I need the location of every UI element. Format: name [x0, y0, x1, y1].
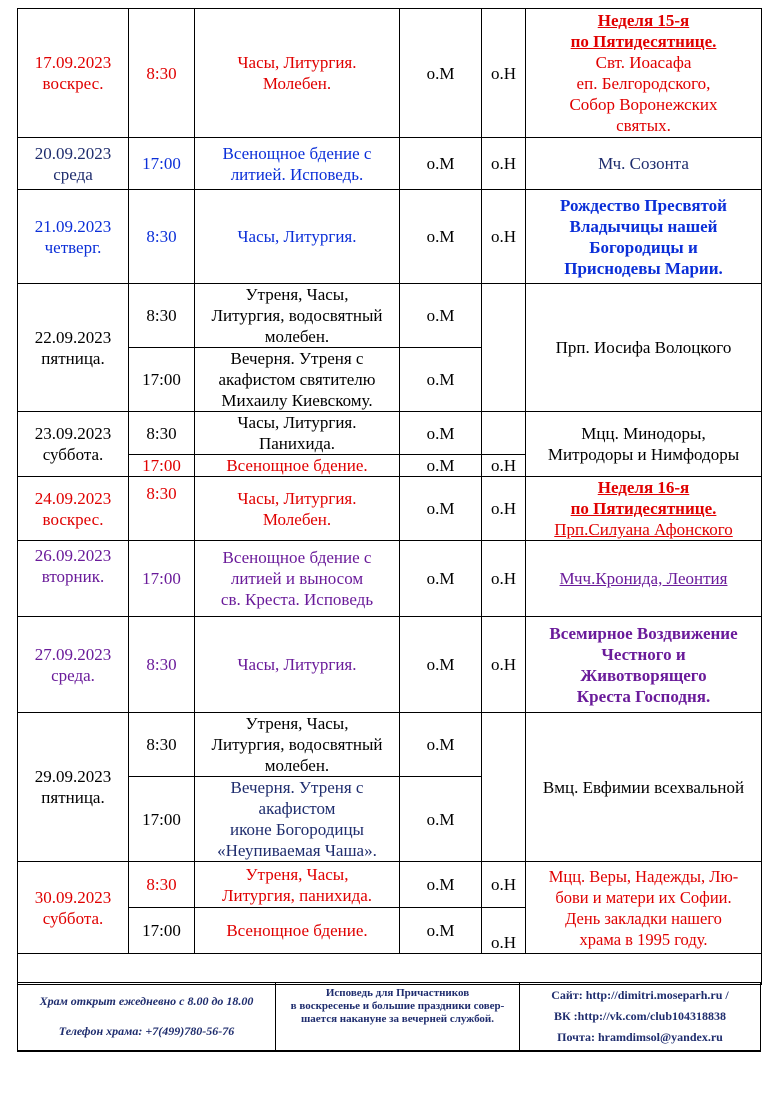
service-cell: Часы, Литургия. [195, 190, 400, 284]
time-cell: 17:00 [129, 348, 195, 412]
confession-title: Исповедь для Причастников [325, 987, 470, 999]
priest-cell: о.М [400, 477, 482, 541]
feast-title: Неделя 15-я по Пятидесятнице. [570, 11, 717, 51]
time-cell: 17:00 [129, 138, 195, 190]
priest-cell: о.М [400, 348, 482, 412]
time-cell: 8:30 [129, 477, 195, 541]
feast-cell: Мч. Созонта [526, 138, 762, 190]
deacon-cell: о.Н [482, 455, 526, 477]
feast-cell: Вмц. Евфимии всехвальной [526, 713, 762, 862]
priest-cell: о.М [400, 617, 482, 713]
deacon-cell: о.Н [482, 9, 526, 138]
priest-cell: о.М [400, 455, 482, 477]
feast-text: Свт. Иоасафа еп. Белгородского, Собор Воронежских святых. [569, 53, 718, 135]
footer-contacts-block [520, 983, 760, 1050]
time-cell: 17:00 [129, 908, 195, 954]
priest-cell: о.М [400, 541, 482, 617]
deacon-cell: о.Н [482, 138, 526, 190]
table-row [18, 9, 762, 138]
time-cell: 8:30 [129, 190, 195, 284]
service-cell: Всенощное бдение. [195, 908, 400, 954]
table-row [18, 284, 762, 348]
phone: Телефон храма: +7(499)780-56-76 [58, 1023, 235, 1038]
priest-cell: о.М [400, 713, 482, 777]
service-cell: Утреня, Часы, Литургия, панихида. [195, 862, 400, 908]
deacon-cell [482, 713, 526, 862]
feast-cell: Рождество Пресвятой Владычицы нашей Богородицы и Приснодевы Марии. [526, 190, 762, 284]
service-cell: Утреня, Часы, Литургия, водосвятный молебен. [195, 713, 400, 777]
footer-confession-block [276, 983, 520, 1050]
email-link[interactable]: Почта: hramdimsol@yandex.ru [557, 1030, 723, 1044]
table-row [18, 412, 762, 455]
service-cell: Вечерня. Утреня с акафистом иконе Богородицы «Неупиваемая Чаша». [195, 777, 400, 862]
date-cell: 23.09.2023 суббота. [18, 412, 129, 477]
service-cell: Часы, Литургия. Молебен. [195, 477, 400, 541]
feast-title: Неделя 16-я по Пятидесятнице. [570, 478, 717, 518]
priest-cell: о.М [400, 9, 482, 138]
time-cell: 8:30 [129, 412, 195, 455]
priest-cell: о.М [400, 138, 482, 190]
time-cell: 17:00 [129, 541, 195, 617]
website-link[interactable]: Сайт: http://dimitri.moseparh.ru / [551, 988, 729, 1002]
feast-cell [526, 9, 762, 138]
table-row [18, 190, 762, 284]
date-cell: 29.09.2023 пятница. [18, 713, 129, 862]
priest-cell: о.М [400, 190, 482, 284]
schedule-table [17, 8, 762, 985]
feast-cell: Мцц. Веры, Надежды, Лю- бови и матери их Софии. День закладки нашего храма в 1995 году. [526, 862, 762, 954]
service-cell: Часы, Литургия. Молебен. [195, 9, 400, 138]
service-cell: Часы, Литургия. Панихида. [195, 412, 400, 455]
deacon-cell: о.Н [482, 190, 526, 284]
table-row [18, 541, 762, 617]
deacon-cell: о.Н [482, 862, 526, 908]
deacon-cell: о.Н [482, 541, 526, 617]
table-row [18, 713, 762, 777]
deacon-cell [482, 284, 526, 412]
service-cell: Всенощное бдение с литией и выносом св. Креста. Исповедь [195, 541, 400, 617]
time-cell: 8:30 [129, 617, 195, 713]
vk-link[interactable]: ВК :http://vk.com/club104318838 [553, 1009, 727, 1023]
deacon-cell: о.Н [482, 617, 526, 713]
opening-hours: Храм открыт ежедневно с 8.00 до 18.00 [39, 994, 254, 1009]
priest-cell: о.М [400, 777, 482, 862]
service-cell: Вечерня. Утреня с акафистом святителю Михаилу Киевскому. [195, 348, 400, 412]
date-cell: 20.09.2023 среда [18, 138, 129, 190]
priest-cell: о.М [400, 908, 482, 954]
date-cell: 17.09.2023 воскрес. [18, 9, 129, 138]
feast-cell: Мцц. Минодоры, Митродоры и Нимфодоры [526, 412, 762, 477]
service-cell: Утреня, Часы, Литургия, водосвятный молебен. [195, 284, 400, 348]
table-row [18, 138, 762, 190]
time-cell: 8:30 [129, 862, 195, 908]
priest-cell: о.М [400, 284, 482, 348]
deacon-cell: о.Н [482, 477, 526, 541]
feast-cell [526, 477, 762, 541]
time-cell: 8:30 [129, 9, 195, 138]
date-cell: 24.09.2023 воскрес. [18, 477, 129, 541]
date-cell: 21.09.2023 четверг. [18, 190, 129, 284]
service-cell: Всенощное бдение с литией. Исповедь. [195, 138, 400, 190]
feast-cell: Всемирное Воздвижение Честного и Животворящего Креста Господня. [526, 617, 762, 713]
time-cell: 17:00 [129, 777, 195, 862]
spacer-row [18, 954, 762, 985]
date-cell: 26.09.2023 вторник. [18, 541, 129, 617]
date-cell: 30.09.2023 суббота. [18, 862, 129, 954]
table-row [18, 477, 762, 541]
time-cell: 17:00 [129, 455, 195, 477]
time-cell: 8:30 [129, 713, 195, 777]
table-row [18, 617, 762, 713]
time-cell: 8:30 [129, 284, 195, 348]
table-row [18, 862, 762, 908]
footer [17, 982, 761, 1052]
date-cell: 22.09.2023 пятница. [18, 284, 129, 412]
feast-cell: Мчч.Кронида, Леонтия [526, 541, 762, 617]
deacon-cell [482, 412, 526, 455]
footer-hours-block [18, 983, 276, 1050]
feast-text: Прп.Силуана Афонского [554, 520, 733, 539]
service-cell: Всенощное бдение. [195, 455, 400, 477]
deacon-cell: о.Н [482, 908, 526, 954]
priest-cell: о.М [400, 862, 482, 908]
priest-cell: о.М [400, 412, 482, 455]
feast-cell: Прп. Иосифа Волоцкого [526, 284, 762, 412]
service-cell: Часы, Литургия. [195, 617, 400, 713]
date-cell: 27.09.2023 среда. [18, 617, 129, 713]
confession-note: в воскресенье и большие праздники совер- шается накануне за вечерней службой. [290, 1000, 505, 1025]
